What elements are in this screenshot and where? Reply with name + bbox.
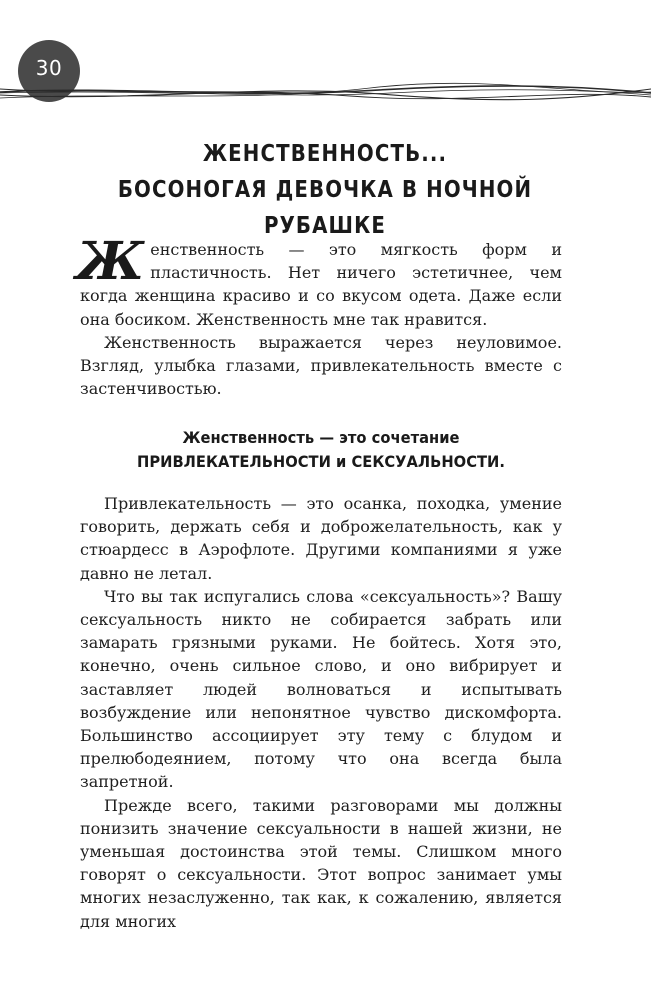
intro-paragraph-2: Женственность выражается через неуловимое. Взгляд, улыбка глазами, привлекательность вместе с застенчивостью. (80, 332, 562, 399)
intro-paragraph-1 (76, 231, 562, 331)
body-paragraph-1: Привлекательность — это осанка, походка, умение говорить, держать себя и доброжелательность, как у стюардесс в Аэрофлоте. Другими компаниями я уже давно не летал. (80, 494, 562, 583)
intro-section (76, 231, 562, 400)
main-text (80, 492, 562, 933)
body-paragraph-2: Что вы так испугались слова «сексуальность»? Вашу сексуальность никто не собирается забрать или замарать грязными руками. Не бойтесь. Хотя это, конечно, очень сильное слово, и оно вибрирует и заставляет людей волноваться и испытывать возбуждение или непонятное чувство дискомфорта. Большинство ассоциирует эту тему с блудом и прелюбодеянием, потому что она всегда была запретной. (80, 586, 562, 792)
subheading-line-2: ПРИВЛЕКАТЕЛЬНОСТИ и СЕКСУАЛЬНОСТИ. (137, 452, 505, 471)
chapter-title (97, 136, 553, 244)
header-decorative-rule (0, 72, 651, 112)
chapter-title-line-2: БОСОНОГАЯ ДЕВОЧКА В НОЧНОЙ РУБАШКЕ (117, 177, 533, 239)
subheading-line-1: Женственность — это сочетание (182, 428, 460, 447)
chapter-title-line-1: ЖЕНСТВЕННОСТЬ... (202, 141, 448, 167)
body-paragraph-3: Прежде всего, такими разговорами мы должны понизить значение сексуальности в нашей жизни, не уменьшая достоинства этой темы. Слишком много говорят о сексуальности. Этот вопрос занимает умы многих незаслуженно, так как, к сожалению, является для многих (80, 795, 562, 931)
page-number: 30 (35, 56, 63, 80)
section-subheading (99, 426, 542, 474)
drop-cap: Ж (76, 231, 145, 292)
intro-paragraph-1-text: енственность — это мягкость форм и пластичность. Нет ничего эстетичнее, чем когда женщина красиво и со вкусом одета. Даже если она босиком. Женственность мне так нравится. (80, 240, 562, 329)
